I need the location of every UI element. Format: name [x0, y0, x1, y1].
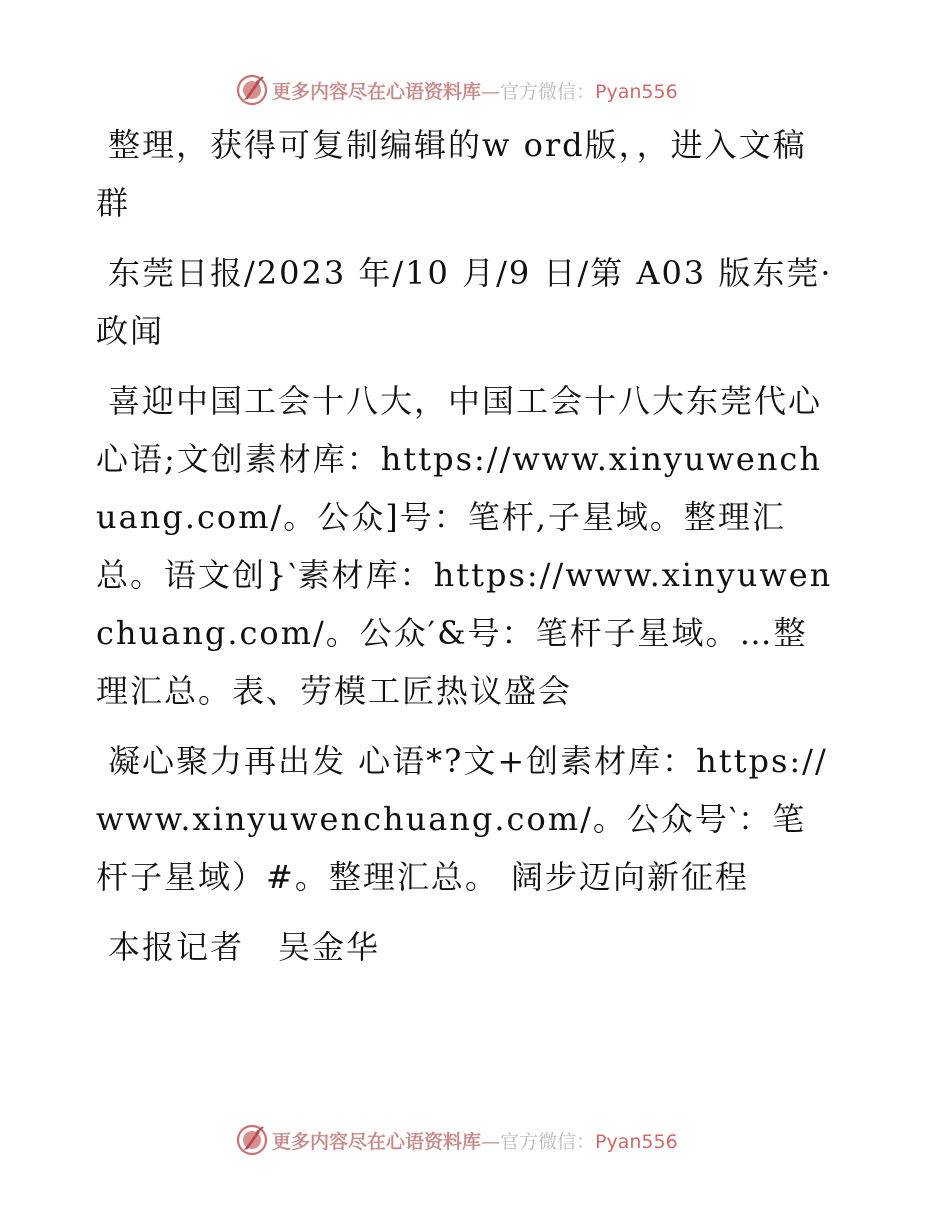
watermark-text: 更多内容尽在心语资料库: [272, 80, 482, 103]
paragraph-byline: 本报记者 吴金华: [108, 928, 381, 966]
document-body: [96, 116, 836, 988]
header-watermark: [236, 72, 756, 108]
watermark-dash: —: [481, 80, 501, 103]
paragraph-source: 东莞日报/2023 年/10 月/9 日/第 A03 版东莞·政闻: [96, 254, 833, 350]
watermark-label: 官方微信：: [500, 80, 596, 103]
quill-logo-icon: [236, 74, 268, 106]
paragraph-intro: 整理，获得可复制编辑的w ord版，，进入文稿群: [96, 126, 807, 222]
watermark-text: 更多内容尽在心语资料库: [272, 1130, 482, 1153]
paragraph-subheadline: 凝心聚力再出发 心语*?文+创素材库：https://www.xinyuwenchuang.com/。公众号‵：笔杆子星域）#。整理汇总。 阔步迈向新征程: [96, 742, 828, 896]
watermark-dash: —: [481, 1130, 501, 1153]
watermark-account: Pyan556: [595, 1130, 678, 1153]
paragraph-headline: 喜迎中国工会十八大，中国工会十八大东莞代心心语;文创素材库：https://www.xinyuwenchuang.com/。公众]号：笔杆,子星域。整理汇总。语文创}‵素材库：https://www.xinyuwenchuang.com/。公众′&号：笔杆子星域。…整理汇总。表、劳模工匠热议盛会: [96, 382, 833, 710]
watermark-account: Pyan556: [595, 80, 678, 103]
watermark-label: 官方微信：: [500, 1130, 596, 1153]
quill-logo-icon: [236, 1124, 268, 1156]
footer-watermark: [236, 1122, 756, 1158]
